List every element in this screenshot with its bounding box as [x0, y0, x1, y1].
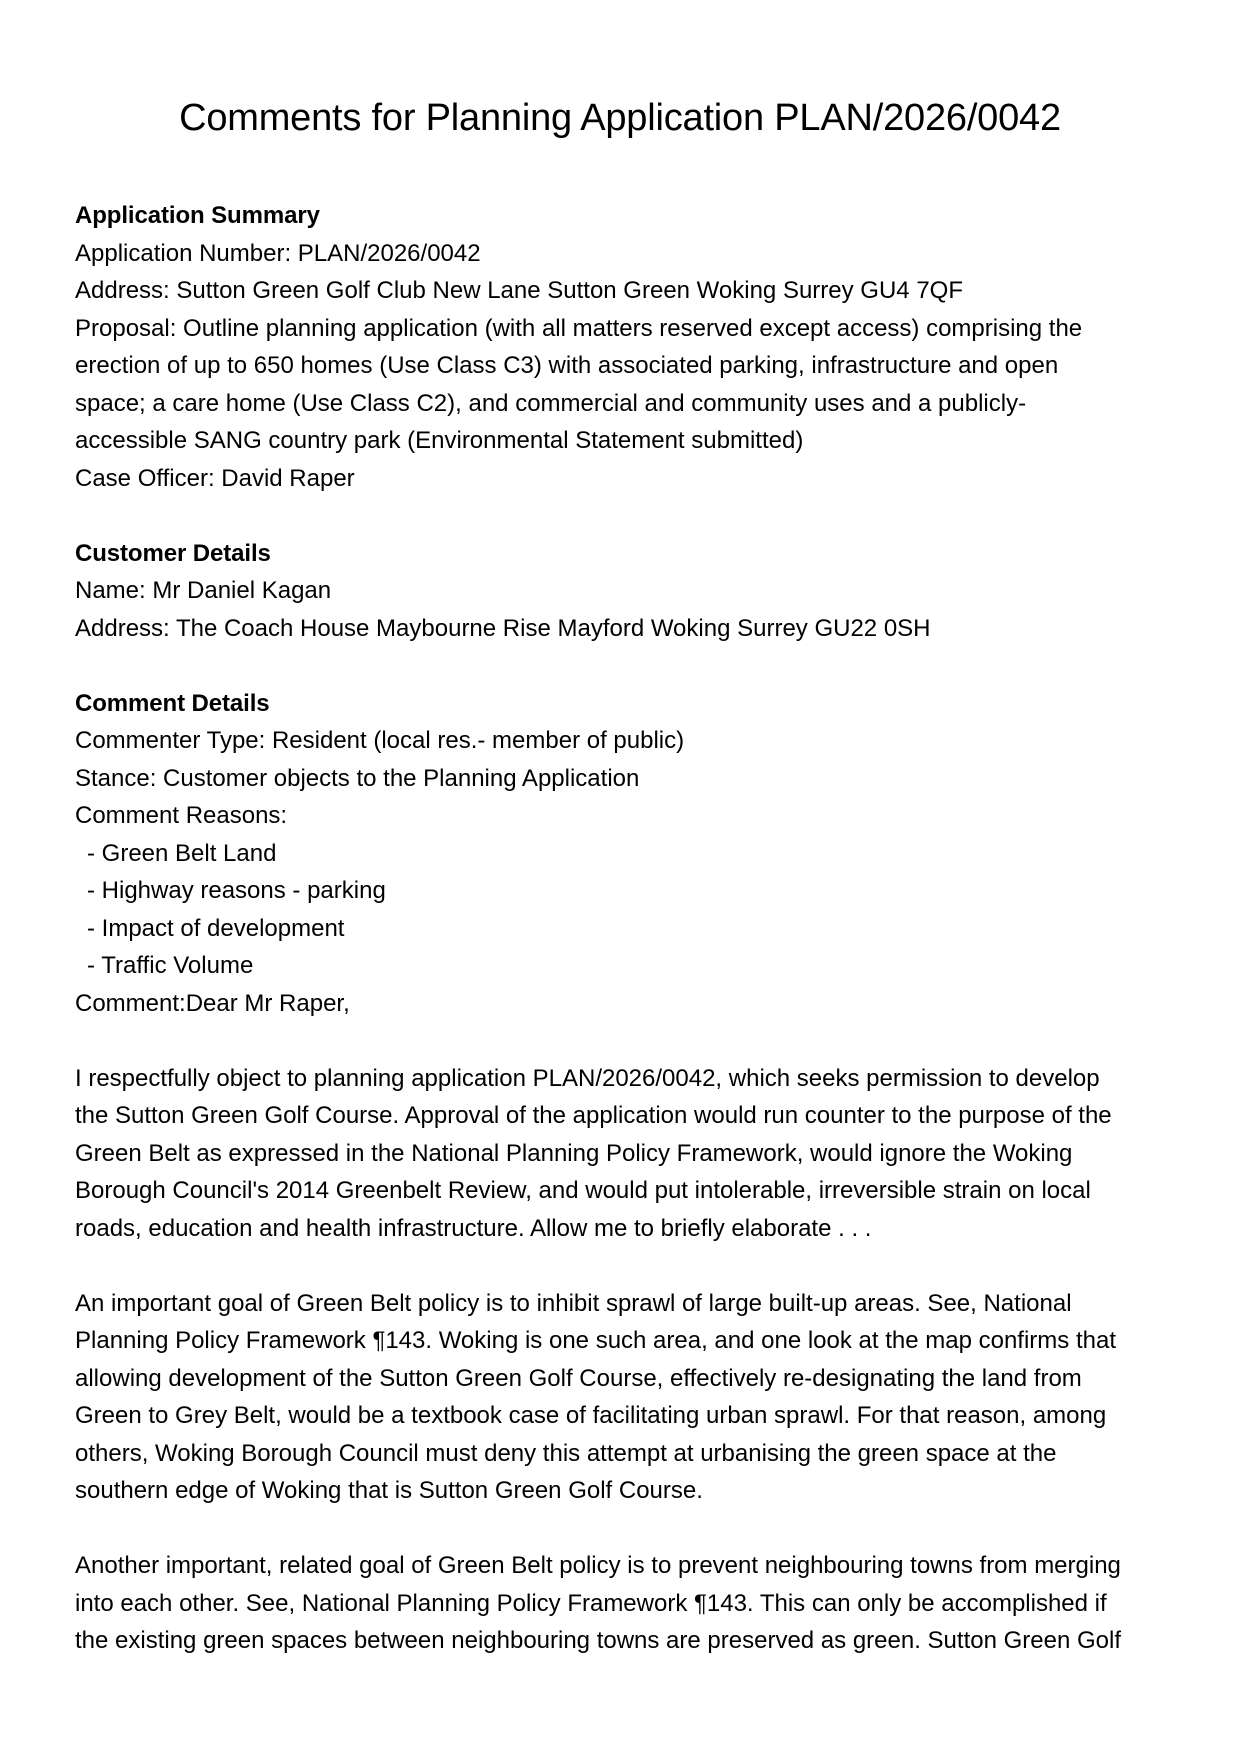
comment-intro: Comment:Dear Mr Raper, — [75, 989, 350, 1017]
comment-paragraph-line: allowing development of the Sutton Green Golf Course, effectively re-designating the land from — [75, 1364, 1082, 1392]
proposal-line: space; a care home (Use Class C2), and commercial and community uses and a publicly- — [75, 389, 1027, 417]
comment-reasons-label: Comment Reasons: — [75, 802, 288, 829]
comment-paragraph-line: the Sutton Green Golf Course. Approval of the application would run counter to the purpose of the — [75, 1102, 1112, 1129]
page-title: Comments for Planning Application PLAN/2026/0042 — [179, 97, 1061, 139]
comment-paragraph-line: Green Belt as expressed in the National Planning Policy Framework, would ignore the Woking — [75, 1139, 1073, 1167]
application-summary-heading: Application Summary — [75, 202, 320, 229]
comment-paragraph-line: I respectfully object to planning application PLAN/2026/0042, which seeks permission to develop — [75, 1064, 1100, 1092]
comment-paragraph-line: Another important, related goal of Green Belt policy is to prevent neighbouring towns from merging — [75, 1552, 1121, 1579]
case-officer: Case Officer: David Raper — [75, 464, 355, 492]
commenter-type: Commenter Type: Resident (local res.- member of public) — [75, 727, 685, 754]
application-number: Application Number: PLAN/2026/0042 — [75, 239, 481, 267]
comment-reason-item: - Traffic Volume — [87, 952, 254, 979]
paragraph-gap — [75, 1247, 1175, 1285]
paragraph-gap — [75, 1022, 1175, 1060]
proposal-line: Proposal: Outline planning application (with all matters reserved except access) comprising the — [75, 314, 1083, 342]
comment-reason-item: - Highway reasons - parking — [87, 877, 386, 904]
comment-paragraph-line: the existing green spaces between neighbouring towns are preserved as green. Sutton Green Golf — [75, 1627, 1121, 1654]
application-address: Address: Sutton Green Golf Club New Lane Sutton Green Woking Surrey GU4 7QF — [75, 277, 963, 304]
comment-paragraph-line: others, Woking Borough Council must deny this attempt at urbanising the green space at the — [75, 1439, 1057, 1467]
comment-details-heading: Comment Details — [75, 689, 270, 717]
comment-paragraph-line: Green to Grey Belt, would be a textbook case of facilitating urban sprawl. For that reason, among — [75, 1402, 1107, 1429]
customer-name: Name: Mr Daniel Kagan — [75, 577, 332, 604]
comment-paragraph-line: Borough Council's 2014 Greenbelt Review, and would put intolerable, irreversible strain on local — [75, 1177, 1091, 1204]
comment-paragraph-line: into each other. See, National Planning Policy Framework ¶143. This can only be accomplished if — [75, 1589, 1107, 1617]
stance: Stance: Customer objects to the Planning Application — [75, 764, 640, 792]
section-gap — [75, 497, 1175, 535]
proposal-line: accessible SANG country park (Environmental Statement submitted) — [75, 427, 804, 454]
customer-details-heading: Customer Details — [75, 539, 271, 567]
proposal-line: erection of up to 650 homes (Use Class C3) with associated parking, infrastructure and open — [75, 352, 1059, 379]
section-gap — [75, 647, 1175, 685]
document-body — [75, 197, 1175, 1660]
customer-address: Address: The Coach House Maybourne Rise Mayford Woking Surrey GU22 0SH — [75, 614, 931, 642]
comment-paragraph-line: An important goal of Green Belt policy is to inhibit sprawl of large built-up areas. See, National — [75, 1289, 1072, 1317]
paragraph-gap — [75, 1510, 1175, 1548]
comment-reason-item: - Green Belt Land — [87, 839, 277, 867]
comment-reason-item: - Impact of development — [87, 914, 345, 942]
comment-paragraph-line: roads, education and health infrastructure. Allow me to briefly elaborate . . . — [75, 1214, 872, 1242]
comment-paragraph-line: Planning Policy Framework ¶143. Woking is one such area, and one look at the map confirms that — [75, 1327, 1116, 1354]
comment-paragraph-line: southern edge of Woking that is Sutton Green Golf Course. — [75, 1477, 703, 1504]
